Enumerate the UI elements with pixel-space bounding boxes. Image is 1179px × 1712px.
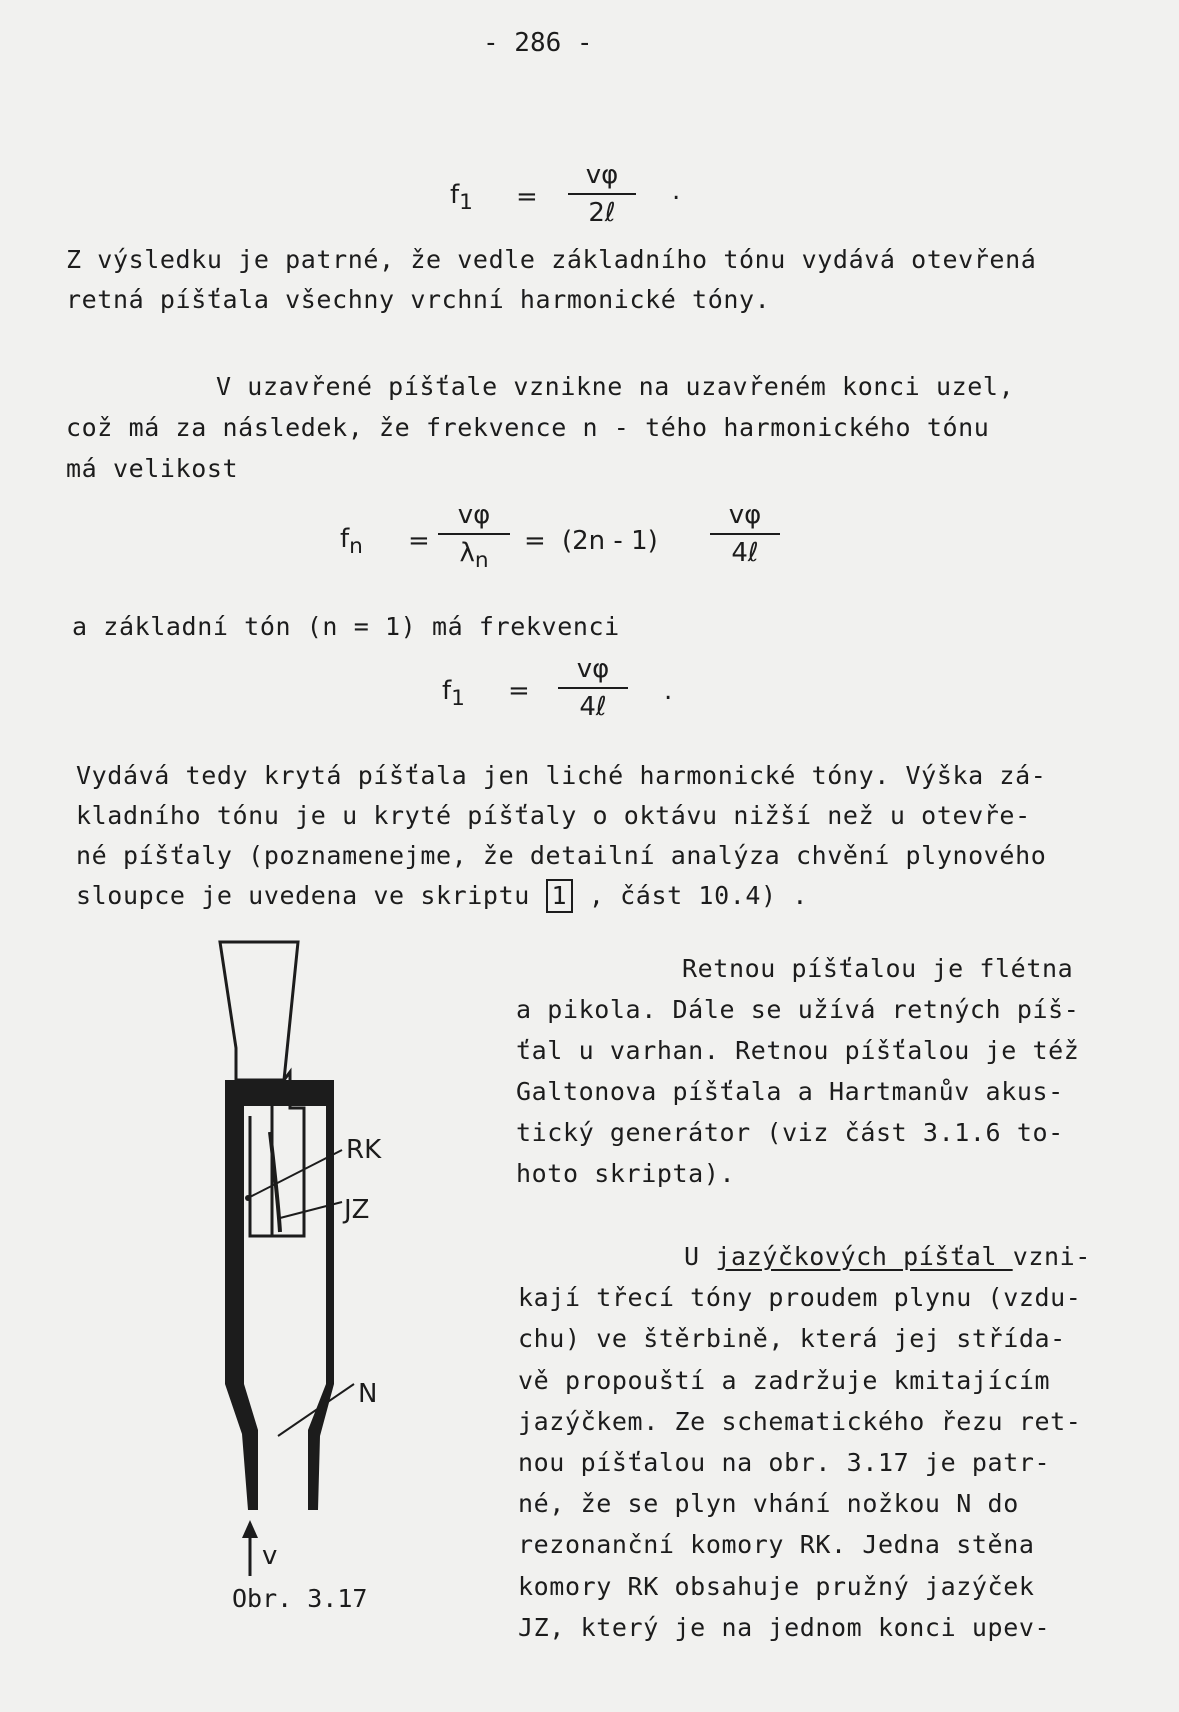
page-number: - 286 -: [483, 28, 593, 58]
text-line: Z výsledku je patrné, že vedle základního tónu vydává otevřená: [66, 245, 1037, 274]
text-line: JZ, který je na jednom konci upev-: [518, 1612, 1051, 1642]
eq2-denominator-1: [438, 538, 510, 573]
text-span: sloupce je uvedena ve skriptu: [76, 881, 546, 910]
eq2-factor: (2n - 1): [562, 526, 658, 556]
paragraph-closed-pipe-harmonics: [76, 756, 1046, 916]
label-jz: JZ: [344, 1195, 370, 1225]
text-line: kají třecí tóny proudem plynu (vzdu-: [518, 1283, 1082, 1313]
paragraph-closed-pipe: [66, 366, 1014, 489]
eq2-lambda-subscript: n: [474, 548, 489, 574]
text-line: retná píšťala všechny vrchní harmonické tóny.: [66, 285, 771, 314]
text-line-with-underline: [518, 1236, 1091, 1277]
eq2-equals-2: =: [524, 526, 546, 556]
text-line: hoto skripta).: [516, 1159, 736, 1188]
text-span: , část 10.4) .: [573, 881, 808, 910]
eq1-fraction-bar: [568, 193, 636, 195]
text-line: a pikola. Dále se užívá retných píš-: [516, 995, 1080, 1024]
eq2-lhs: [340, 524, 363, 559]
figure-caption: Obr. 3.17: [232, 1584, 368, 1613]
eq3-fraction-bar: [558, 687, 628, 689]
text-line: Galtonova píšťala a Hartmanův akus-: [516, 1077, 1064, 1106]
equation-f1-open: [440, 160, 700, 250]
text-line: rezonanční komory RK. Jedna stěna: [518, 1530, 1035, 1560]
underlined-term: jazýčkových píšťal: [715, 1242, 1013, 1271]
eq3-equals: =: [508, 676, 530, 706]
label-v: v: [262, 1541, 278, 1571]
eq2-fraction-2: [710, 500, 780, 568]
eq3-denominator: 4ℓ: [579, 692, 607, 722]
text-line: né píšťaly (poznamenejme, že detailní analýza chvění plynového: [76, 841, 1047, 870]
paragraph-fundamental: a základní tón (n = 1) má frekvenci: [72, 612, 620, 641]
text-line: tický generátor (viz část 3.1.6 to-: [516, 1118, 1064, 1147]
text-line: ťal u varhan. Retnou píšťalou je též: [516, 1036, 1080, 1065]
eq2-fraction-bar-1: [438, 533, 510, 535]
eq1-end: .: [672, 176, 681, 206]
pipe-outer-wall: [225, 1080, 334, 1510]
text-line: což má za následek, že frekvence n - tého harmonického tónu: [66, 413, 990, 442]
pipe-diagram: [200, 936, 460, 1616]
text-span: U: [684, 1242, 716, 1271]
eq2-equals-1: =: [408, 526, 430, 556]
figure-3-17: [200, 936, 460, 1616]
eq2-fraction-bar-2: [710, 533, 780, 535]
eq2-denominator-2: 4ℓ: [731, 538, 759, 568]
eq3-lhs-subscript: 1: [451, 686, 465, 712]
text-line: vě propouští a zadržuje kmitajícím: [518, 1365, 1051, 1395]
eq2-numerator-1: vφ: [457, 500, 491, 530]
equation-fn: [330, 500, 810, 590]
eq3-numerator: vφ: [576, 654, 610, 684]
eq1-numerator: vφ: [585, 160, 619, 190]
eq1-equals: =: [516, 182, 538, 212]
text-line: V uzavřené píšťale vznikne na uzavřeném konci uzel,: [216, 372, 1015, 401]
label-rk: RK: [346, 1135, 382, 1165]
eq3-fraction: [558, 654, 628, 722]
text-line: Vydává tedy krytá píšťala jen liché harmonické tóny. Výška zá-: [76, 761, 1047, 790]
text-line: kladního tónu je u kryté píšťaly o oktávu nižší než u otevře-: [76, 801, 1031, 830]
eq3-lhs: [442, 676, 465, 711]
eq2-fraction-1: [438, 500, 510, 573]
eq2-numerator-2: vφ: [728, 500, 762, 530]
eq2-lhs-subscript: n: [349, 534, 363, 560]
text-line: Retnou píšťalou je flétna: [682, 954, 1074, 983]
text-span: vzni-: [1012, 1242, 1091, 1271]
text-line: komory RK obsahuje pružný jazýček: [518, 1571, 1035, 1601]
text-line: jazýčkem. Ze schematického řezu ret-: [518, 1406, 1082, 1436]
eq2-lambda: λ: [459, 538, 475, 568]
eq1-denominator: 2ℓ: [588, 198, 616, 228]
text-line: chu) ve štěrbině, která jej střída-: [518, 1324, 1066, 1354]
text-line-with-reference: [76, 876, 1046, 916]
eq2-lhs-symbol: f: [340, 524, 350, 554]
reference-box: 1: [546, 879, 574, 913]
paragraph-open-pipe: [66, 240, 1036, 320]
eq3-end: .: [664, 676, 673, 706]
eq1-lhs-subscript: 1: [459, 190, 473, 216]
text-line: nou píšťalou na obr. 3.17 je patr-: [518, 1448, 1051, 1478]
paragraph-lip-pipes: [516, 948, 1079, 1194]
label-n: N: [358, 1379, 378, 1409]
text-line: né, že se plyn vhání nožkou N do: [518, 1489, 1019, 1519]
paragraph-reed-pipes: [518, 1236, 1091, 1648]
eq1-fraction: [568, 160, 636, 228]
eq1-lhs-symbol: f: [450, 180, 460, 210]
eq1-lhs: [450, 180, 473, 215]
eq3-lhs-symbol: f: [442, 676, 452, 706]
arrow-v-head: [242, 1520, 258, 1538]
text-line: má velikost: [66, 454, 239, 483]
equation-f1-closed: [432, 654, 692, 744]
